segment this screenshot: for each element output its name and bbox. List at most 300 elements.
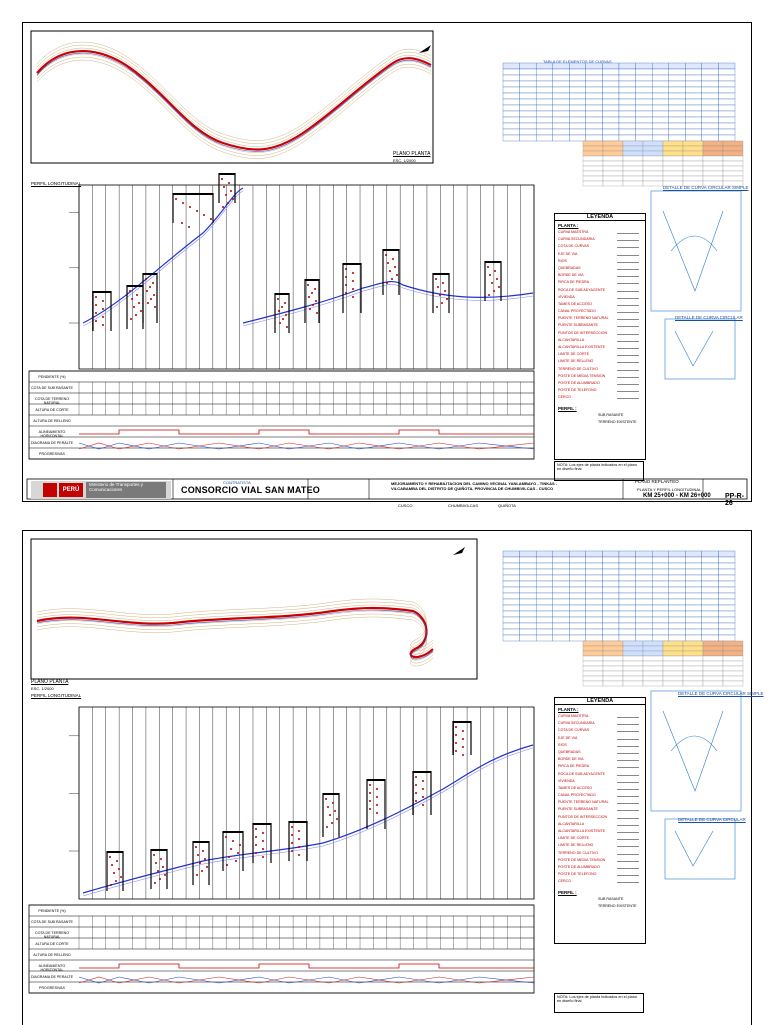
volume-table-cell [643,141,663,146]
legend-swatch [617,291,639,292]
table-cell [586,123,603,129]
table-cell [602,105,619,111]
table-cell [619,617,636,623]
legend-item: COTA DE CURVAS [555,728,645,735]
table-cell [636,635,653,641]
legend-swatch [617,868,639,869]
table-cell [553,581,570,587]
stake-point [446,298,448,300]
detail-panel [665,819,735,879]
volume-table-cell [643,651,663,656]
table-cell [685,611,702,617]
stake-point [223,186,225,188]
table-cell [702,629,719,635]
table-cell [503,605,520,611]
stake-bar [433,273,449,275]
peru-label: PERÚ [59,483,83,497]
volume-table-cell [703,171,723,176]
volume-table-cell [643,671,663,676]
stake-point [255,852,257,854]
stake-point [314,288,316,290]
stake-point [109,856,111,858]
table-cell [636,87,653,93]
stake-point [336,818,338,820]
table-cell [586,635,603,641]
stake-point [202,850,204,852]
legend-plan-heading-2: PLANTA : [558,707,579,712]
stake-point [262,848,264,850]
table-cell [636,111,653,117]
stake-point [118,868,120,870]
table-cell [702,557,719,563]
table-cell [569,617,586,623]
volume-table-cell [663,666,683,671]
table-cell [652,93,669,99]
legend-item: CURVA MAESTRA [555,230,645,237]
legend-item: COTA DE CURVAS [555,244,645,251]
stake-point [415,776,417,778]
stake-bar [453,721,471,723]
stake-point [494,270,496,272]
stake-point [130,318,132,320]
legend-profile-terrain: TERRENO EXISTENTE [598,419,637,424]
table-cell [569,87,586,93]
table-cell [652,569,669,575]
volume-table-cell [703,681,723,686]
legend-item: ALCANTARILLA [555,822,645,829]
legend-item: PUNTOS DE INTERSECCION [555,331,645,338]
table-cell [669,135,686,141]
stake-point [488,294,490,296]
stake-point [387,262,389,264]
table-cell [569,105,586,111]
band-label: ALTURA DE RELLENO [33,419,71,423]
legend-item: ROCA DE SUB ADYACENTE [555,772,645,779]
table-cell [685,551,702,557]
stake-point [189,206,191,208]
curve-table-title: TABLA DE ELEMENTOS DE CURVAS [543,59,612,64]
volume-table-cell [683,681,703,686]
volume-table-cell [703,176,723,181]
table-cell [636,587,653,593]
table-cell [553,629,570,635]
table-cell [553,75,570,81]
table-cell [619,581,636,587]
table-cell [553,123,570,129]
stake-point [391,278,393,280]
legend-swatch [617,377,639,378]
table-cell [652,123,669,129]
legend-title-2: LEYENDA [555,698,645,705]
table-cell [503,563,520,569]
stake-point [95,304,97,306]
profile-title: PERFIL LONGITUDINAL [31,181,82,186]
volume-table-cell [603,166,623,171]
table-cell [503,623,520,629]
stake-point [462,746,464,748]
table-cell [586,87,603,93]
stake-point [199,862,201,864]
stake-point [369,792,371,794]
table-cell [569,629,586,635]
legend-swatch [617,305,639,306]
table-cell [669,69,686,75]
volume-table-cell [603,681,623,686]
legend-item: POSTE DE TELEFONO [555,388,645,395]
stake-point [135,314,137,316]
stake-point [436,306,438,308]
legend-swatch [617,810,639,811]
ministry-name: Ministerio de Transportes y Comunicaciones [86,482,166,498]
table-cell [503,105,520,111]
stake-point [315,300,317,302]
table-cell [669,117,686,123]
table-cell [586,605,603,611]
volume-table-cell [683,171,703,176]
table-cell [718,575,735,581]
table-cell [669,563,686,569]
legend-swatch [617,398,639,399]
legend-swatch [617,818,639,819]
table-cell [586,575,603,581]
table-cell [636,563,653,569]
stake-point [145,278,147,280]
table-cell [520,593,537,599]
table-cell [586,99,603,105]
table-cell [536,69,553,75]
volume-table-cell [643,156,663,161]
table-cell [503,557,520,563]
legend-swatch [617,832,639,833]
table-cell [702,63,719,69]
legend-item: TAMES DE ACCESO [555,786,645,793]
stake-bar [143,273,157,275]
table-cell [569,599,586,605]
table-cell [536,105,553,111]
detail-title-2: DETALLE DE CURVA CIRCULAR [675,315,743,320]
stake-point [115,880,117,882]
table-cell [586,563,603,569]
stake-point [455,734,457,736]
stake-point [150,298,152,300]
legend-swatch [617,724,639,725]
legend-swatch [617,262,639,263]
table-cell [619,569,636,575]
volume-table-cell [723,156,743,161]
stake-point [228,856,230,858]
stake-point [255,836,257,838]
legend-swatch [617,731,639,732]
project-title: MEJORAMIENTO Y REHABILITACION DEL CAMINO VECINAL YANLAMBAYO - TINKAS - VILCABAMBA DEL DISTRITO DE QUIÑOTA, PROVINCIA DE CHUMBIVILCAS - CUSCO [391,481,558,491]
table-cell [602,617,619,623]
stake-point [206,866,208,868]
table-cell [718,129,735,135]
table-cell [718,105,735,111]
table-cell [586,135,603,141]
table-cell [702,99,719,105]
stake-point [162,866,164,868]
table-cell [553,611,570,617]
stake-point [95,320,97,322]
stake-point [329,814,331,816]
table-cell [536,117,553,123]
volume-table-cell [583,681,603,686]
table-cell [536,587,553,593]
stake-point [422,788,424,790]
table-cell [503,81,520,87]
stake-point [415,800,417,802]
stake-point [204,858,206,860]
volume-table-cell [703,661,723,666]
legend-swatch [617,298,639,299]
legend-item: LIMITE DE RELLENO [555,843,645,850]
table-cell [619,87,636,93]
volume-table-cell [663,676,683,681]
volume-table-cell [643,146,663,151]
table-cell [636,63,653,69]
table-cell [685,117,702,123]
stake-bar [107,851,123,853]
table-cell [619,557,636,563]
detail-title-2-1: DETALLE DE CURVA CIRCULAR SIMPLE [678,691,764,696]
table-cell [553,117,570,123]
table-cell [718,75,735,81]
legend-item: VIVIENDA [555,295,645,302]
volume-table-cell [723,681,743,686]
table-cell [619,605,636,611]
stake-bar [193,841,209,843]
stake-point [331,822,333,824]
volume-table-cell [623,151,643,156]
table-cell [569,557,586,563]
legend-item: PIRCA DE PIEDRA [555,280,645,287]
stake-point [277,298,279,300]
band-label: PENDIENTE (%) [38,909,66,913]
stake-point [396,274,398,276]
legend-item: LIMITE DE CORTE [555,836,645,843]
stake-point [307,284,309,286]
table-cell [520,623,537,629]
terrain-line [83,188,533,323]
stake-point [325,798,327,800]
legend-item: LIMITE DE CORTE [555,352,645,359]
stake-point [462,730,464,732]
stake-point [201,870,203,872]
volume-table-cell [603,646,623,651]
stake-point [439,294,441,296]
table-cell [553,93,570,99]
table-cell [553,87,570,93]
table-cell [685,75,702,81]
table-cell [669,551,686,557]
volume-table-cell [663,661,683,666]
stake-point [159,878,161,880]
table-cell [536,599,553,605]
table-cell [652,63,669,69]
stake-point [120,876,122,878]
plan-description: PLANTA Y PERFIL LONGITUDINAL [637,487,702,492]
band-label: ALINEAMIENTO HORIZONTAL [38,430,66,438]
table-cell [619,69,636,75]
table-cell [520,75,537,81]
legend-item: ROCA DE SUB ADYACENTE [555,288,645,295]
volume-table-cell [623,646,643,651]
volume-table-cell [583,666,603,671]
volume-table-cell [583,156,603,161]
band-label: ALINEAMIENTO HORIZONTAL [38,964,66,972]
table-cell [718,135,735,141]
table-cell [602,575,619,581]
table-cell [702,75,719,81]
legend-item: POSTE DE TELEFONO [555,872,645,879]
stake-point [138,302,140,304]
table-cell [602,117,619,123]
volume-table-cell [623,661,643,666]
table-cell [718,563,735,569]
table-cell [636,593,653,599]
table-cell [520,93,537,99]
table-cell [669,617,686,623]
table-cell [602,551,619,557]
volume-table-cell [603,671,623,676]
plan-title-2: PLANO PLANTA [31,679,69,685]
volume-table-cell [703,146,723,151]
table-cell [503,551,520,557]
table-cell [503,87,520,93]
table-cell [685,605,702,611]
stake-point [262,856,264,858]
table-cell [718,635,735,641]
legend-item: ALCANTARILLA [555,338,645,345]
table-cell [718,617,735,623]
stake-point [385,254,387,256]
volume-table-cell [663,156,683,161]
stake-point [352,288,354,290]
legend-swatch [617,803,639,804]
table-cell [636,93,653,99]
table-cell [636,611,653,617]
table-cell [569,605,586,611]
table-cell [536,99,553,105]
table-cell [702,623,719,629]
legend-item: POSTE DE MEDIA TENSION [555,858,645,865]
stake-point [462,754,464,756]
table-cell [536,569,553,575]
table-cell [652,611,669,617]
volume-table-cell [683,166,703,171]
table-cell [652,563,669,569]
stake-point [131,298,133,300]
legend-item: POSTE DE ALUMBRADO [555,865,645,872]
stake-bar [223,831,243,833]
stake-point [110,884,112,886]
table-cell [602,611,619,617]
profile-title-2: PERFIL LONGITUDINAL [31,693,82,698]
table-cell [520,551,537,557]
stake-point [285,314,287,316]
volume-table-cell [723,146,743,151]
legend-swatch [617,775,639,776]
stake-point [415,792,417,794]
stake-point [226,864,228,866]
table-cell [619,75,636,81]
volume-table-cell [683,656,703,661]
stake-point [195,846,197,848]
volume-table-cell [723,651,743,656]
table-cell [553,69,570,75]
table-cell [553,599,570,605]
volume-table-cell [663,646,683,651]
stake-bar [173,193,213,195]
table-cell [718,557,735,563]
volume-table-cell [663,171,683,176]
stake-point [444,290,446,292]
stake-point [462,738,464,740]
table-cell [669,593,686,599]
table-cell [569,635,586,641]
table-cell [536,75,553,81]
volume-table-cell [583,141,603,146]
table-cell [569,69,586,75]
band-label: DIAGRAMA DE PERALTE [30,975,74,979]
table-cell [602,635,619,641]
stake-point [298,854,300,856]
band-label: COTA DE TERRENO NATURAL [34,931,69,939]
volume-table-cell [723,676,743,681]
horizontal-alignment-line [79,430,534,434]
stake-point [102,316,104,318]
volume-table-cell [683,151,703,156]
plan-title: PLANO PLANTA [393,151,431,157]
volume-table-cell [703,666,723,671]
stake-point [422,780,424,782]
table-cell [553,569,570,575]
table-cell [602,593,619,599]
table-cell [553,99,570,105]
table-cell [602,111,619,117]
legend-swatch [617,861,639,862]
volume-table-cell [583,146,603,151]
table-cell [702,551,719,557]
volume-table-cell [703,166,723,171]
stake-point [316,312,318,314]
table-cell [602,123,619,129]
table-cell [669,129,686,135]
volume-table-cell [623,161,643,166]
table-cell [569,593,586,599]
volume-table-cell [643,656,663,661]
legend-swatch [617,233,639,234]
legend-swatch [617,825,639,826]
table-cell [669,623,686,629]
stake-bar [323,793,339,795]
table-cell [652,593,669,599]
table-cell [569,587,586,593]
volume-table-cell [603,656,623,661]
legend-item: PUENTE SUBRASANTE [555,807,645,814]
stake-point [286,326,288,328]
table-cell [669,587,686,593]
stake-point [334,810,336,812]
table-cell [569,569,586,575]
table-cell [553,605,570,611]
stake-point [311,292,313,294]
volume-table-cell [703,646,723,651]
table-cell [702,581,719,587]
stake-point [437,286,439,288]
stake-point [298,838,300,840]
volume-table-cell [603,156,623,161]
